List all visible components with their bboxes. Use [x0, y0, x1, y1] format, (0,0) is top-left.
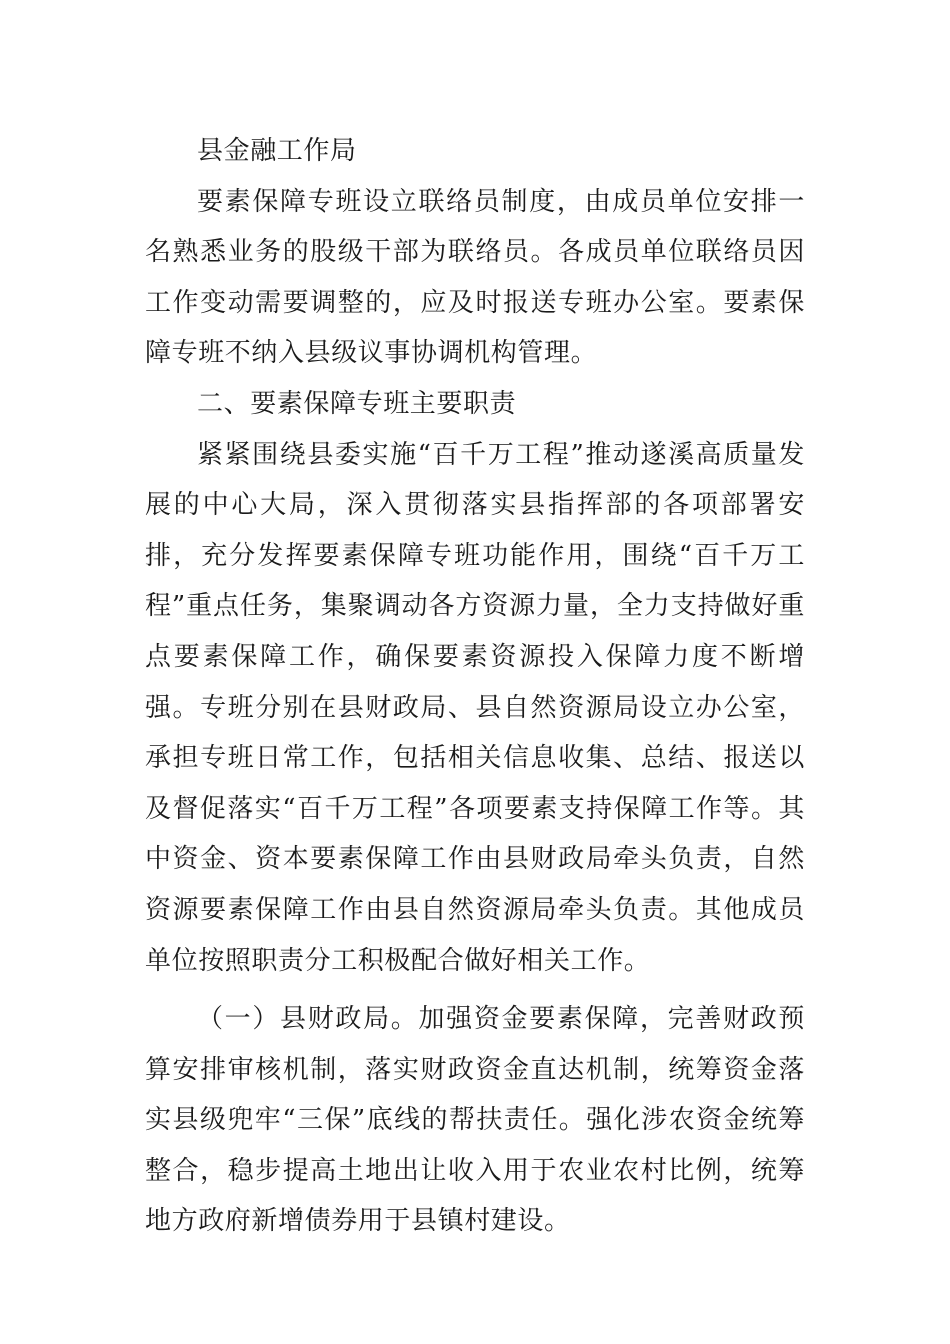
paragraph-finance-bureau: （一）县财政局。加强资金要素保障，完善财政预算安排审核机制，落实财政资金直达机制，统筹资金落实县级兜牢“三保”底线的帮扶责任。强化涉农资金统筹整合，稳步提高土地出让收入用于农业农村比例，统筹地方政府新增债券用于县镇村建设。 — [145, 1004, 805, 1237]
paragraph-unit-name: 县金融工作局 — [197, 136, 357, 166]
section-heading-duties: 二、要素保障专班主要职责 — [197, 388, 517, 419]
document-body — [145, 126, 805, 1247]
paragraph-liaison-system: 要素保障专班设立联络员制度，由成员单位安排一名熟悉业务的股级干部为联络员。各成员单位联络员因工作变动需要调整的，应及时报送专班办公室。要素保障专班不纳入县级议事协调机构管理。 — [145, 186, 805, 369]
paragraph-main-duties: 紧紧围绕县委实施“百千万工程”推动遂溪高质量发展的中心大局，深入贯彻落实县指挥部的各项部署安排，充分发挥要素保障专班功能作用，围绕“百千万工程”重点任务，集聚调动各方资源力量，全力支持做好重点要素保障工作，确保要素资源投入保障力度不断增强。专班分别在县财政局、县自然资源局设立办公室，承担专班日常工作，包括相关信息收集、总结、报送以及督促落实“百千万工程”各项要素支持保障工作等。其中资金、资本要素保障工作由县财政局牵头负责，自然资源要素保障工作由县自然资源局牵头负责。其他成员单位按照职责分工积极配合做好相关工作。 — [145, 439, 805, 976]
